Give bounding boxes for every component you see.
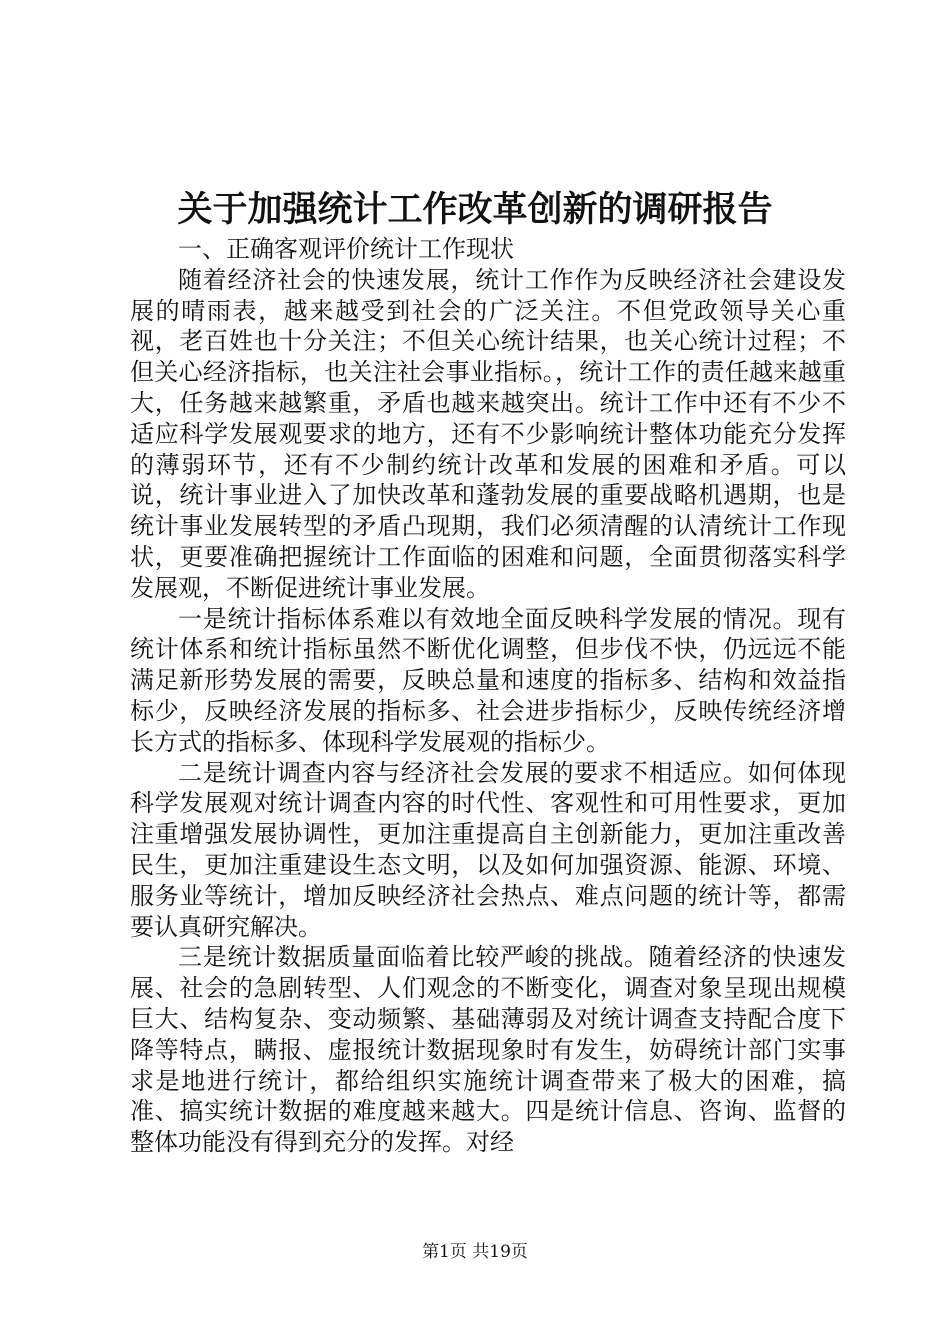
paragraph-intro: 随着经济社会的快速发展，统计工作作为反映经济社会建设发展的晴雨表，越来越受到社会的广泛关注。不但党政领导关心重视，老百姓也十分关注；不但关心统计结果，也关心统计过程；不但关心经济指标，也关注社会事业指标。，统计工作的责任越来越重大，任务越来越繁重，矛盾也越来越突出。统计工作中还有不少不适应科学发展观要求的地方，还有不少影响统计整体功能充分发挥的薄弱环节，还有不少制约统计改革和发展的困难和矛盾。可以说，统计事业进入了加快改革和蓬勃发展的重要战略机遇期，也是统计事业发展转型的矛盾凸现期，我们必须清醒的认清统计工作现状，更要准确把握统计工作面临的困难和问题，全面贯彻落实科学发展观，不断促进统计事业发展。	[130, 265, 846, 602]
paragraph-point-3: 三是统计数据质量面临着比较严峻的挑战。随着经济的快速发展、社会的急剧转型、人们观念的不断变化，调查对象呈现出规模巨大、结构复杂、变动频繁、基础薄弱及对统计调查支持配合度下降等特点，瞒报、虚报统计数据现象时有发生，妨碍统计部门实事求是地进行统计，都给组织实施统计调查带来了极大的困难，搞准、搞实统计数据的难度越来越大。四是统计信息、咨询、监督的整体功能没有得到充分的发挥。对经	[130, 943, 846, 1157]
paragraph-point-2: 二是统计调查内容与经济社会发展的要求不相适应。如何体现科学发展观对统计调查内容的时代性、客观性和可用性要求，更加注重增强发展协调性，更加注重提高自主创新能力，更加注重改善民生，更加注重建设生态文明，以及如何加强资源、能源、环境、服务业等统计，增加反映经济社会热点、难点问题的统计等，都需要认真研究解决。	[130, 758, 846, 941]
page-footer	[0, 1241, 950, 1263]
paragraph-point-1: 一是统计指标体系难以有效地全面反映科学发展的情况。现有统计体系和统计指标虽然不断优化调整，但步伐不快，仍远远不能满足新形势发展的需要，反映总量和速度的指标多、结构和效益指标少，反映经济发展的指标多、社会进步指标少，反映传统经济增长方式的指标多、体现科学发展观的指标少。	[130, 604, 846, 756]
document-body	[130, 234, 846, 1158]
page-total: 共19页	[472, 1242, 528, 1262]
section-heading: 一、正确客观评价统计工作现状	[178, 235, 514, 263]
page-title: 关于加强统计工作改革创新的调研报告	[177, 189, 773, 230]
page-number: 第1页	[422, 1242, 467, 1262]
